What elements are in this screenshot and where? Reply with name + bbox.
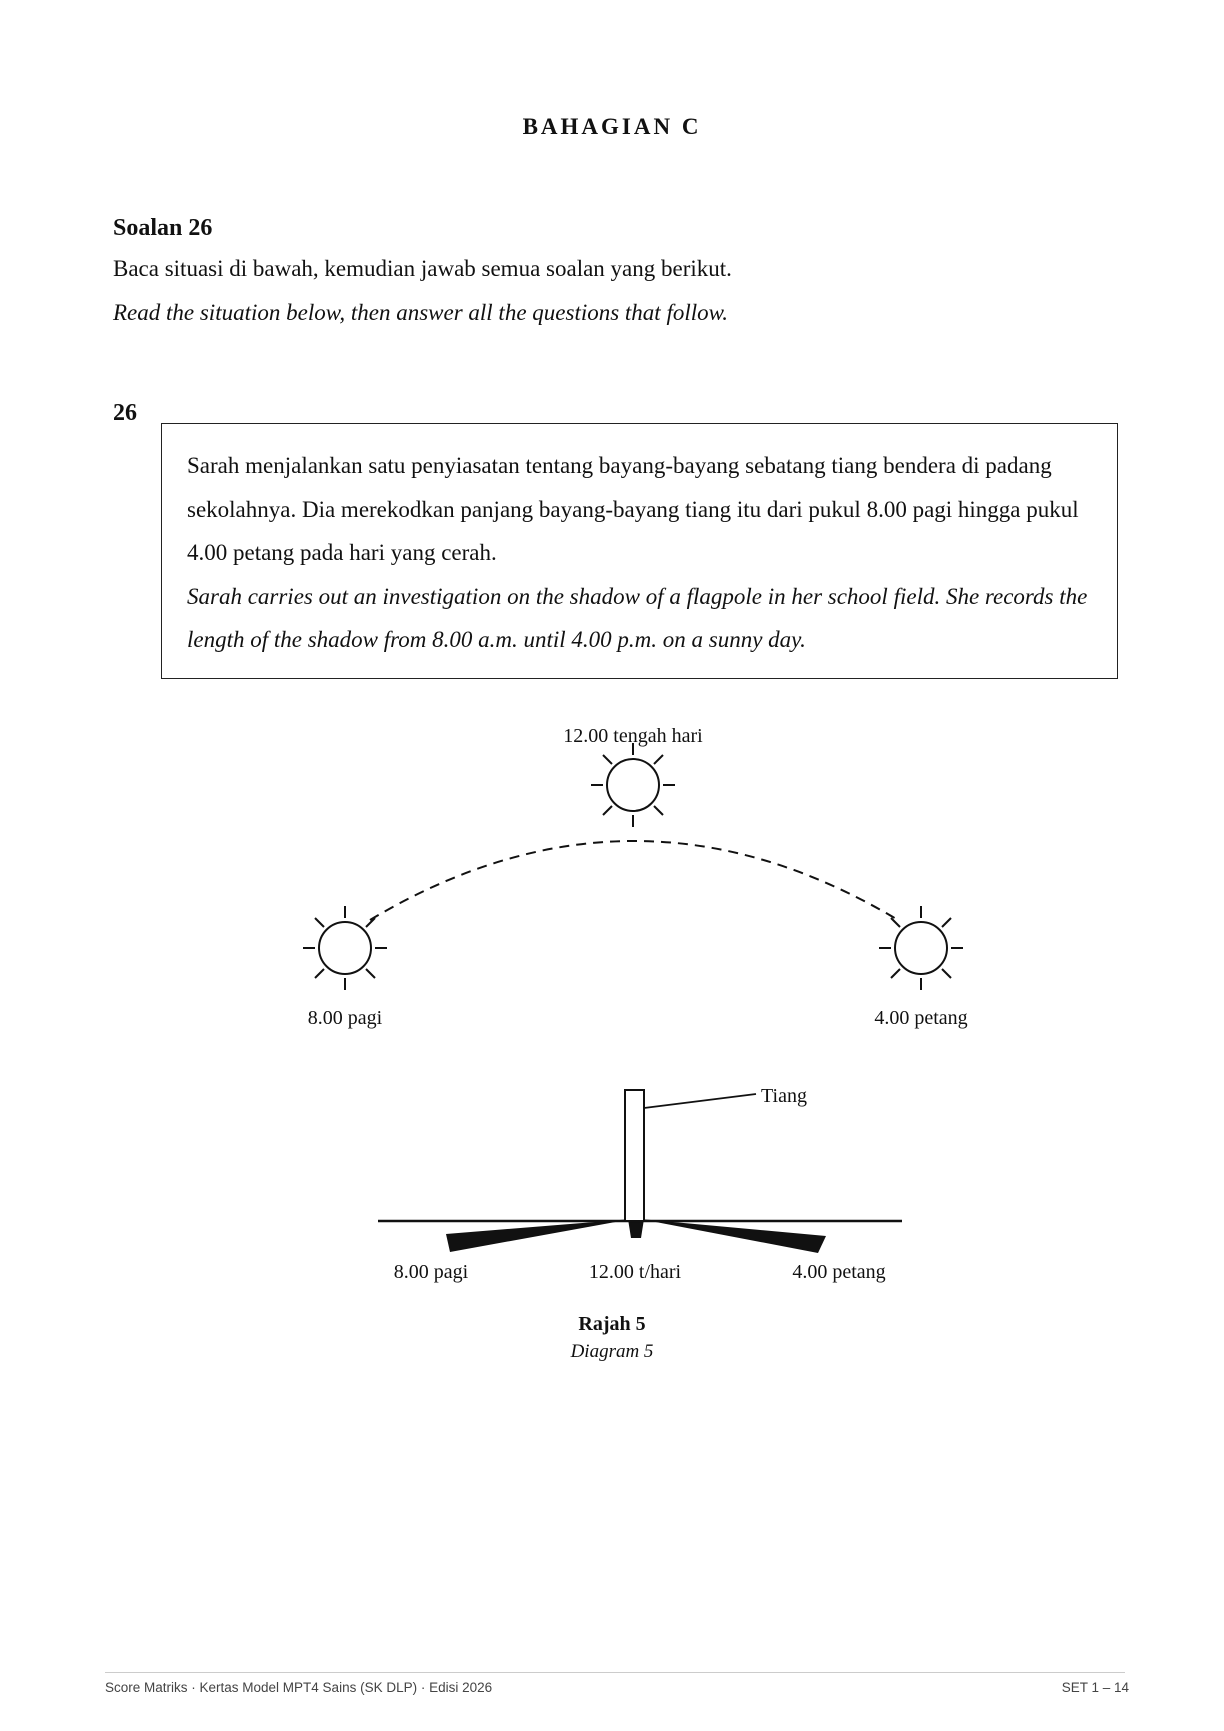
sun-evening-icon — [879, 906, 963, 990]
sun-evening-label: 4.00 petang — [874, 1007, 968, 1029]
footer-left-text: Score Matriks · Kertas Model MPT4 Sains (SK DLP) · Edisi 2026 — [105, 1680, 493, 1695]
flagpole — [625, 1090, 644, 1221]
footer-page-number: SET 1 – 14 — [1061, 1680, 1129, 1695]
sun-noon-label: 12.00 tengah hari — [563, 725, 703, 747]
shadow-evening-label: 4.00 petang — [792, 1261, 886, 1283]
question-number: 26 — [113, 400, 137, 426]
instruction-malay: Baca situasi di bawah, kemudian jawab semua soalan yang berikut. — [113, 256, 732, 281]
instruction-english: Read the situation below, then answer all the questions that follow. — [113, 300, 729, 325]
sun-path-arc — [370, 841, 898, 920]
sun-morning-label: 8.00 pagi — [307, 1007, 383, 1029]
shadow-morning-label: 8.00 pagi — [393, 1261, 469, 1283]
pole-label-leader — [644, 1094, 756, 1108]
section-title: BAHAGIAN C — [522, 114, 702, 139]
situation-malay: Sarah menjalankan satu penyiasatan tentang bayang-bayang sebatang tiang bendera di padang sekolahnya. Dia merekodkan panjang bayang-bayang tiang itu dari pukul 8.00 pagi hingga pukul 4.00 petang pada hari yang cerah. — [187, 453, 1079, 565]
diagram-caption-english: Diagram 5 — [570, 1341, 654, 1362]
pole-label: Tiang — [761, 1085, 807, 1107]
question-heading: Soalan 26 — [113, 215, 213, 241]
shadow-noon-label: 12.00 t/hari — [588, 1261, 682, 1283]
shadow-morning — [446, 1219, 632, 1252]
footer-divider — [105, 1672, 1125, 1673]
diagram-caption-malay: Rajah 5 — [578, 1313, 646, 1335]
situation-english: Sarah carries out an investigation on the shadow of a flagpole in her school field. She records the length of the shadow from 8.00 a.m. until 4.00 p.m. on a sunny day. — [187, 583, 1088, 652]
sun-noon-icon — [591, 743, 675, 827]
sun-morning-icon — [303, 906, 387, 990]
shadow-evening — [640, 1219, 826, 1253]
